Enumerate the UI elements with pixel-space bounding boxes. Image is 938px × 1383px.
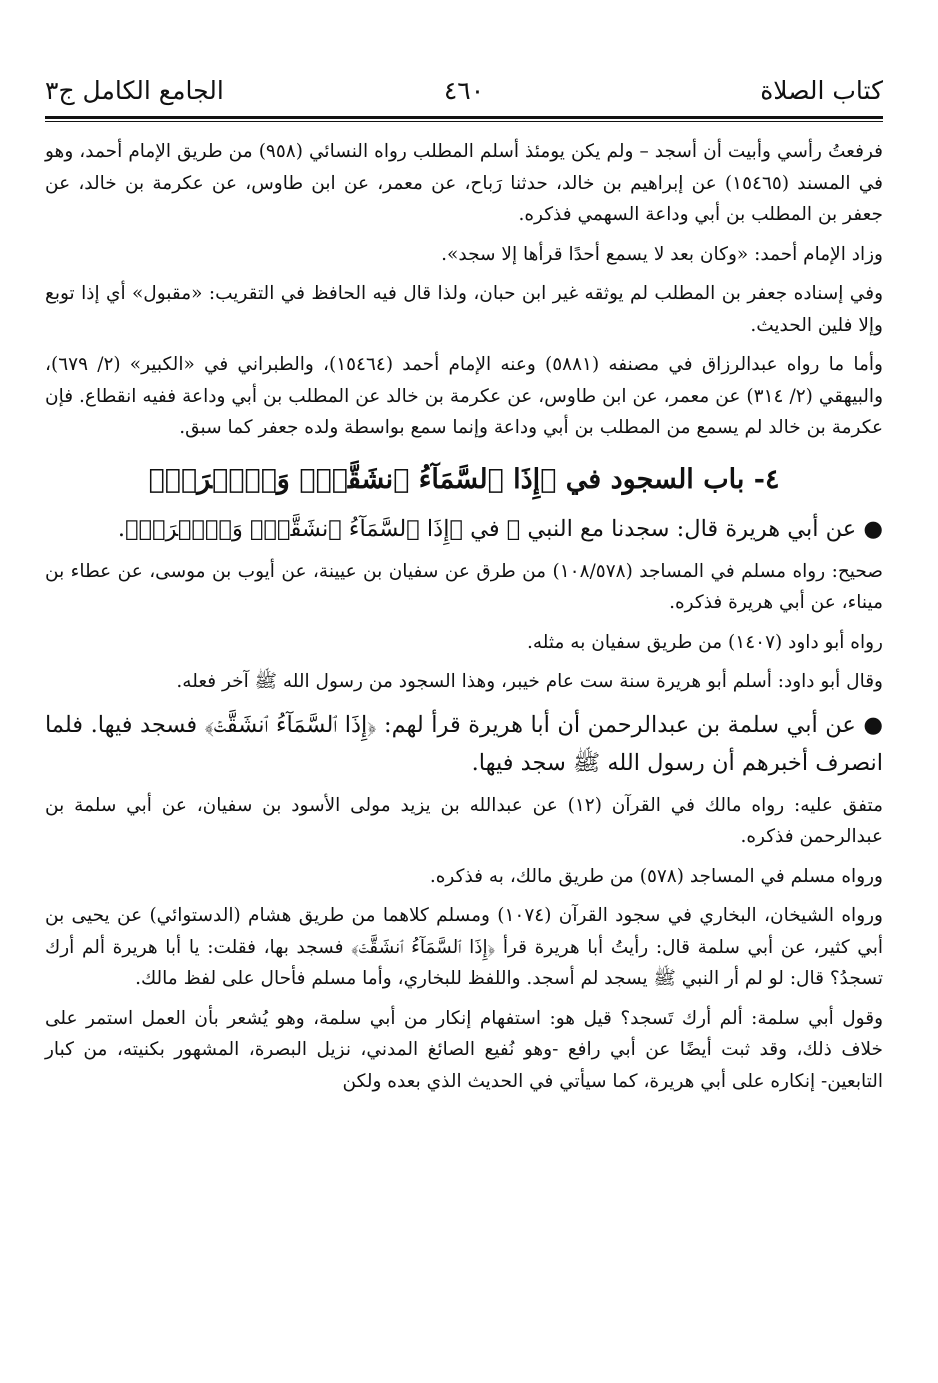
hadith-text: ● عن أبي سلمة بن عبدالرحمن أن أبا هريرة قرأ لهم: ﴿إِذَا ٱلسَّمَآءُ ٱنشَقَّتۡ﴾ فسجد فيها. فلما انصرف أخبرهم أن رسول الله ﷺ سجد فيها. [45,711,883,776]
paragraph: وزاد الإمام أحمد: «وكان بعد لا يسمع أحدًا قرأها إلا سجد». [441,243,883,265]
book-title: الجامع الكامل ج٣ [45,76,224,105]
section-heading: ٤- باب السجود في ﴿إِذَا ٱلسَّمَآءُ ٱنشَقَّتۡ﴾ وَ﴿ٱقۡرَأۡ﴾ [148,463,780,495]
paragraph: ورواه مسلم في المساجد (٥٧٨) من طريق مالك، به فذكره. [429,865,883,887]
page-number: ٤٦٠ [443,76,485,105]
page-header [45,72,883,116]
paragraph: وأما ما رواه عبدالرزاق في مصنفه (٥٨٨١) وعنه الإمام أحمد (١٥٤٦٤)، والطبراني في «الكبير» (٢/ ٦٧٩)، والبيهقي (٢/ ٣١٤) عن معمر، عن ابن طاوس، عن عكرمة بن خالد عن المطلب بن أبي وداعة ففيه انقطاع. فإن عكرمة بن خالد لم يسمع من المطلب بن أبي وداعة وإنما سمع بواسطة ولده جعفر كما سبق. [45,354,884,438]
hadith-text: ● عن أبي هريرة قال: سجدنا مع النبي ﷺ في ﴿إِذَا ٱلسَّمَآءُ ٱنشَقَّتۡ﴾ وَ﴿ٱقۡرَأۡ﴾. [117,515,883,542]
chapter-title: كتاب الصلاة [760,76,883,105]
document-page [45,72,883,1105]
page-body [45,136,883,1097]
paragraph: وقال أبو داود: أسلم أبو هريرة سنة ست عام خيبر، وهذا السجود من رسول الله ﷺ آخر فعله. [176,671,883,692]
paragraph: رواه أبو داود (١٤٠٧) من طريق سفيان به مثله. [527,631,883,653]
paragraph: فرفعتُ رأسي وأبيت أن أسجد – ولم يكن يومئذ أسلم المطلب رواه النسائي (٩٥٨) من طريق الإمام أحمد، وهو في المسند (١٥٤٦٥) عن إبراهيم بن خالد، حدثنا رَباح، عن معمر، عن ابن طاوس، عن عكرمة بن خالد، عن جعفر بن المطلب بن أبي وداعة السهمي فذكره. [45,141,884,225]
paragraph: ورواه الشيخان، البخاري في سجود القرآن (١٠٧٤) ومسلم كلاهما من طريق هشام (الدستوائي) عن يحيى بن أبي كثير، عن أبي سلمة قال: رأيتُ أبا هريرة قرأ ﴿إِذَا ٱلسَّمَآءُ ٱنشَقَّتۡ﴾ فسجد بها، فقلت: يا أبا هريرة ألم أرك تسجدُ؟ قال: لو لم أر النبي ﷺ يسجد لم أسجد. واللفظ للبخاري، وأما مسلم فأحال على لفظ مالك. [45,905,883,989]
paragraph: متفق عليه: رواه مالك في القرآن (١٢) عن عبدالله بن يزيد مولى الأسود بن سفيان، عن أبي سلمة بن عبدالرحمن فذكره. [45,794,884,847]
paragraph: وقول أبي سلمة: ألم أرك تَسجد؟ قيل هو: استفهام إنكار من أبي سلمة، وهو يُشعر بأن العمل استمر على خلاف ذلك، وقد ثبت أيضًا عن أبي رافع -وهو نُفيع الصائغ المدني، نزيل البصرة، المشهور بكنيته، من كبار التابعين- إنكاره على أبي هريرة، كما سيأتي في الحديث الذي بعده ولكن [45,1007,884,1092]
header-rule [45,116,883,119]
header-rule-thin [45,121,883,122]
paragraph: وفي إسناده جعفر بن المطلب لم يوثقه غير ابن حبان، ولذا قال فيه الحافظ في التقريب: «مقبول» أي إذا توبع وإلا فلين الحديث. [45,283,883,336]
paragraph: صحيح: رواه مسلم في المساجد (١٠٨/٥٧٨) من طرق عن سفيان بن عيينة، عن أيوب بن موسى، عن عطاء بن ميناء، عن أبي هريرة فذكره. [45,560,883,613]
